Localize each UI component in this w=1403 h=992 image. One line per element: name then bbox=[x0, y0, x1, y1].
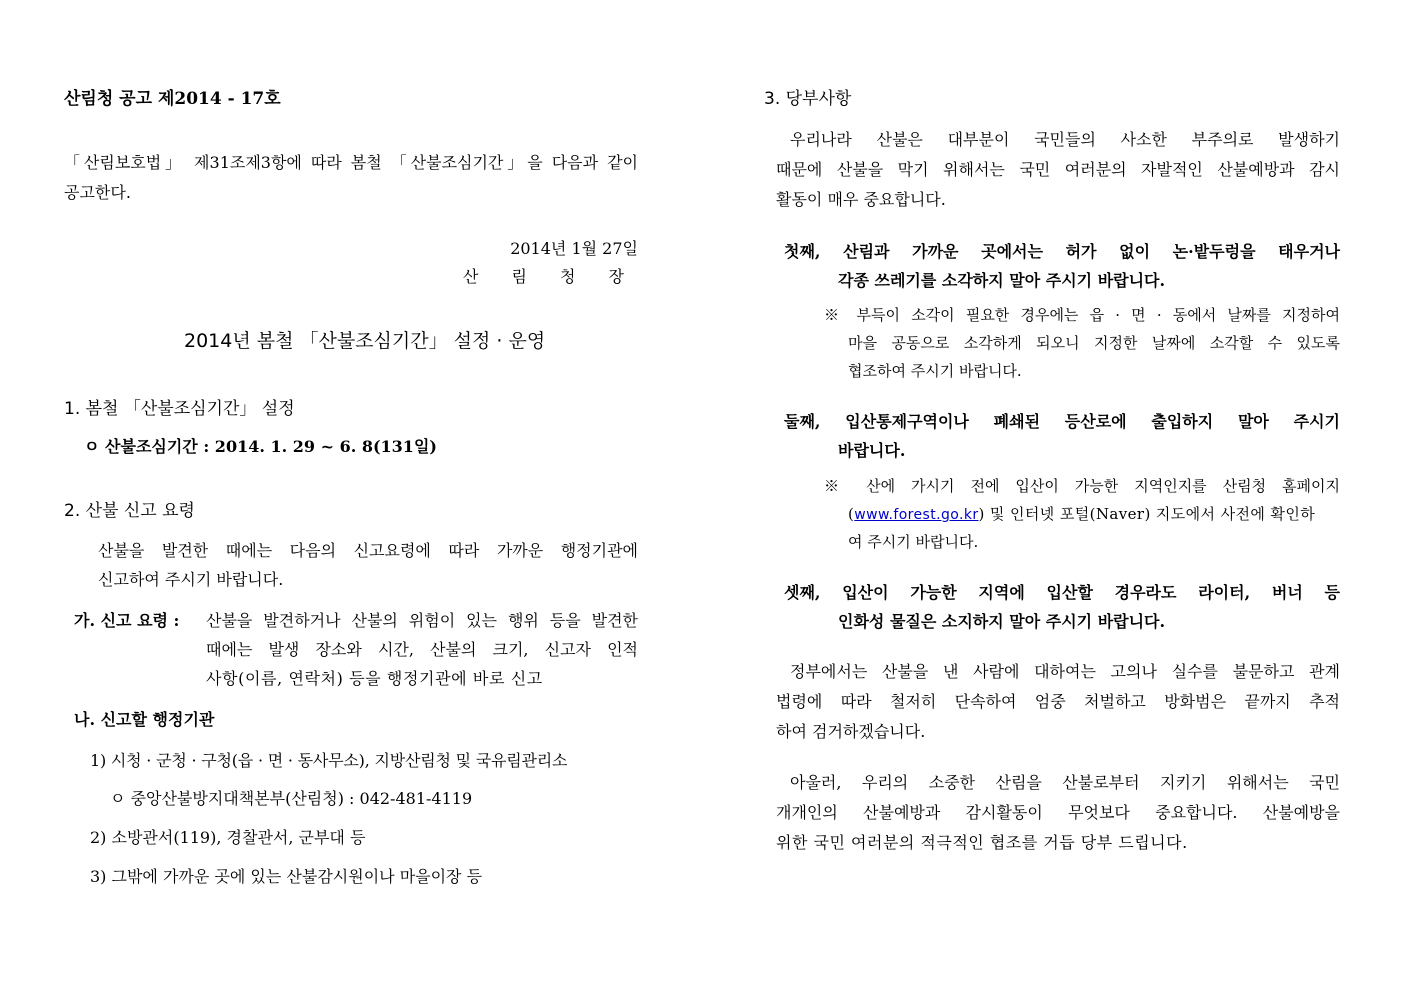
agency-item-2: 2) 소방관서(119), 경찰관서, 군부대 등 bbox=[90, 828, 366, 847]
report-method-line-3: 사항(이름, 연락처) 등을 행정기관에 바로 신고 bbox=[206, 669, 543, 688]
closing-para-line-2: 개개인의 산불예방과 감시활동이 무엇보다 중요합니다. 산불예방을 bbox=[776, 803, 1340, 822]
notice-issuer: 산 림 청 장 bbox=[462, 267, 638, 286]
section-3-heading: 3. 당부사항 bbox=[764, 89, 852, 109]
request-first-line-2: 각종 쓰레기를 소각하지 말아 주시기 바랍니다. bbox=[838, 271, 1166, 290]
request-third-line-2: 인화성 물질은 소지하지 말아 주시기 바랍니다. bbox=[838, 612, 1166, 631]
document-title: 2014년 봄철 「산불조심기간」 설정 · 운영 bbox=[184, 330, 546, 352]
agency-item-3: 3) 그밖에 가까운 곳에 있는 산불감시원이나 마을이장 등 bbox=[90, 867, 483, 886]
report-agencies-heading: 나. 신고할 행정기관 bbox=[74, 710, 215, 729]
agency-item-1: 1) 시청 · 군청 · 구청(읍 · 면 · 동사무소), 지방산림청 및 국유림관리소 bbox=[90, 751, 568, 770]
forest-website-link[interactable]: www.forest.go.kr bbox=[854, 507, 979, 523]
request-second-note-line-3: 여 주시기 바랍니다. bbox=[848, 533, 979, 551]
section-3-para-line-1: 우리나라 산불은 대부분이 국민들의 사소한 부주의로 발생하기 bbox=[790, 130, 1340, 149]
notice-number: 산림청 공고 제2014 - 17호 bbox=[64, 89, 281, 109]
section-1-heading: 1. 봄철 「산불조심기간」 설정 bbox=[64, 399, 295, 419]
request-first-note-line-3: 협조하여 주시기 바랍니다. bbox=[848, 362, 1022, 380]
closing-para-line-1: 아울러, 우리의 소중한 산림을 산불로부터 지키기 위해서는 국민 bbox=[790, 773, 1340, 792]
agency-item-1-sub: ㅇ 중앙산불방지대책본부(산림청) : 042-481-4119 bbox=[110, 789, 473, 808]
request-first-line-1: 첫째, 산림과 가까운 곳에서는 허가 없이 논·밭두렁을 태우거나 bbox=[784, 242, 1340, 261]
report-method-label: 가. 신고 요령 : bbox=[74, 611, 180, 630]
section-2-para-line-2: 신고하여 주시기 바랍니다. bbox=[98, 570, 284, 589]
request-first-note-line-2: 마을 공동으로 소각하게 되오니 지정한 날짜에 소각할 수 있도록 bbox=[848, 334, 1340, 352]
request-second-line-1: 둘째, 입산통제구역이나 폐쇄된 등산로에 출입하지 말아 주시기 bbox=[784, 412, 1340, 431]
intro-line-1: 「산림보호법」 제31조제3항에 따라 봄철 「산불조심기간」을 다음과 같이 bbox=[64, 153, 638, 172]
section-3-para-line-2: 때문에 산불을 막기 위해서는 국민 여러분의 자발적인 산불예방과 감시 bbox=[776, 160, 1340, 179]
request-first-note-line-1: ※ 부득이 소각이 필요한 경우에는 읍 · 면 · 동에서 날짜를 지정하여 bbox=[824, 306, 1340, 324]
intro-line-2: 공고한다. bbox=[64, 183, 131, 202]
notice-date: 2014년 1월 27일 bbox=[510, 239, 638, 258]
request-second-note-line-2 bbox=[848, 503, 1315, 524]
government-para-line-2: 법령에 따라 철저히 단속하여 엄중 처벌하고 방화범은 끝까지 추적 bbox=[776, 692, 1340, 711]
section-2-para-line-1: 산불을 발견한 때에는 다음의 신고요령에 따라 가까운 행정기관에 bbox=[98, 541, 638, 560]
section-3-para-line-3: 활동이 매우 중요합니다. bbox=[776, 190, 946, 209]
government-para-line-3: 하여 검거하겠습니다. bbox=[776, 722, 926, 741]
paren-open: ( bbox=[848, 505, 855, 523]
second-note-rest: ) 및 인터넷 포털(Naver) 지도에서 사전에 확인하 bbox=[978, 505, 1316, 523]
section-1-period: ㅇ 산불조심기간 : 2014. 1. 29 ~ 6. 8(131일) bbox=[84, 437, 437, 456]
request-second-note-line-1: ※ 산에 가시기 전에 입산이 가능한 지역인지를 산림청 홈페이지 bbox=[824, 477, 1340, 495]
government-para-line-1: 정부에서는 산불을 낸 사람에 대하여는 고의나 실수를 불문하고 관계 bbox=[790, 662, 1340, 681]
report-method-line-1: 산불을 발견하거나 산불의 위험이 있는 행위 등을 발견한 bbox=[206, 611, 638, 630]
closing-para-line-3: 위한 국민 여러분의 적극적인 협조를 거듭 당부 드립니다. bbox=[776, 833, 1188, 852]
report-method-line-2: 때에는 발생 장소와 시간, 산불의 크기, 신고자 인적 bbox=[206, 640, 638, 659]
section-2-heading: 2. 산불 신고 요령 bbox=[64, 501, 195, 521]
request-second-line-2: 바랍니다. bbox=[838, 441, 906, 460]
request-third-line-1: 셋째, 입산이 가능한 지역에 입산할 경우라도 라이터, 버너 등 bbox=[784, 583, 1340, 602]
